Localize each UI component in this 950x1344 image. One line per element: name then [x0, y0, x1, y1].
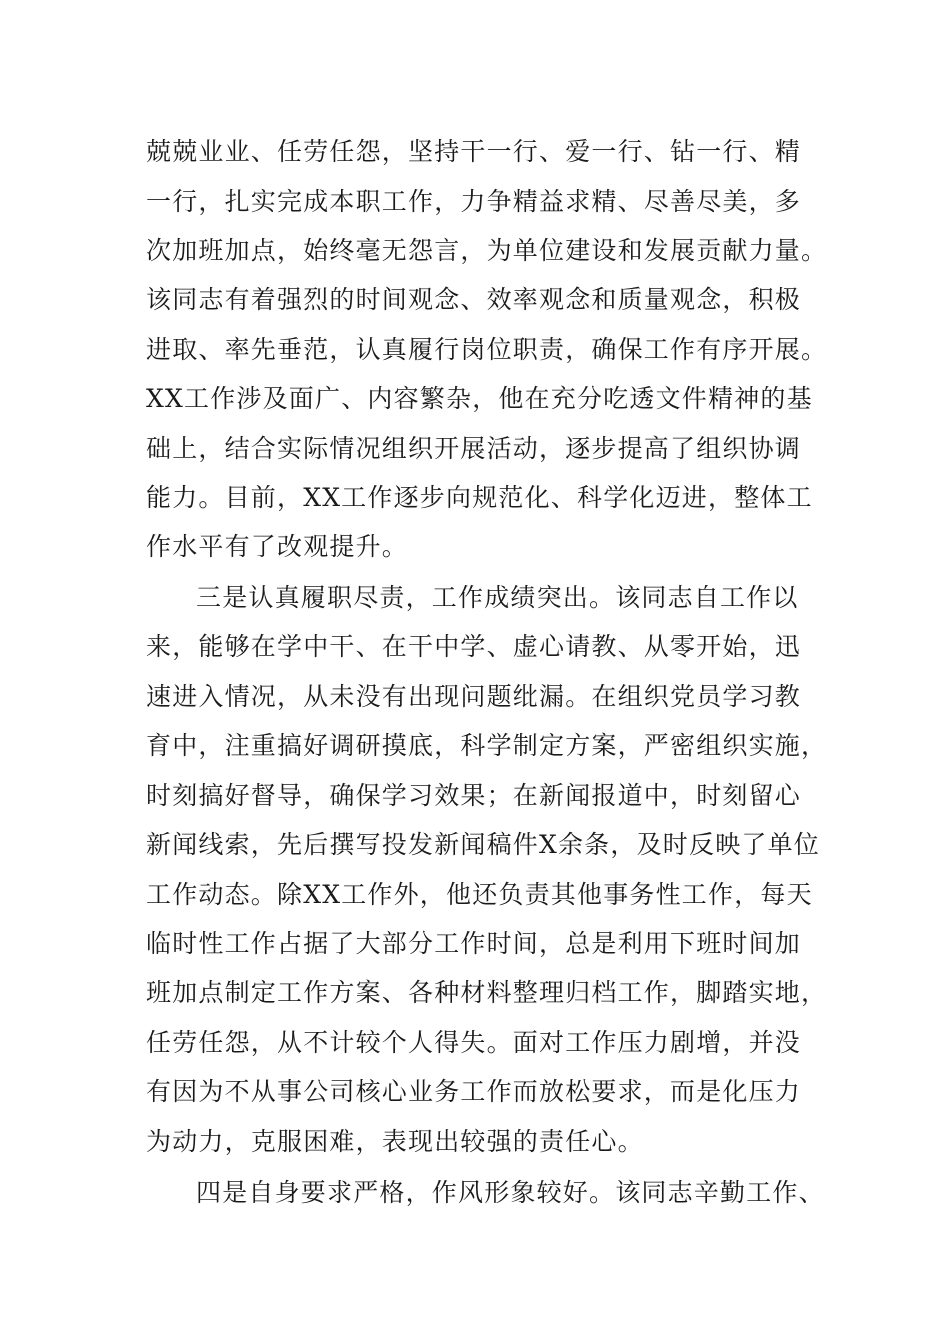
- text-line: 作水平有了改观提升。: [146, 532, 409, 561]
- text-line: 临时性工作占据了大部分工作时间，总是利用下班时间加: [146, 929, 802, 958]
- text-line: 能力。目前，XX工作逐步向规范化、科学化迈进，整体工: [146, 483, 813, 512]
- text-line: XX工作涉及面广、内容繁杂，他在充分吃透文件精神的基: [146, 384, 813, 413]
- text-line: 有因为不从事公司核心业务工作而放松要求，而是化压力: [146, 1077, 802, 1106]
- text-line: 进取、率先垂范，认真履行岗位职责，确保工作有序开展。: [146, 335, 828, 364]
- text-line: 速进入情况，从未没有出现问题纰漏。在组织党员学习教: [146, 682, 802, 711]
- text-line: 任劳任怨，从不计较个人得失。面对工作压力剧增，并没: [146, 1028, 802, 1057]
- paragraph-start-line: 四是自身要求严格，作风形象较好。该同志辛勤工作、: [196, 1178, 825, 1207]
- paragraph-start-line: 三是认真履职尽责，工作成绩突出。该同志自工作以: [196, 583, 799, 612]
- text-line: 来，能够在学中干、在干中学、虚心请教、从零开始，迅: [146, 632, 802, 661]
- text-line: 育中，注重搞好调研摸底，科学制定方案，严密组织实施，: [146, 731, 828, 760]
- text-line: 新闻线索，先后撰写投发新闻稿件X余条，及时反映了单位: [146, 830, 821, 859]
- text-line: 班加点制定工作方案、各种材料整理归档工作，脚踏实地，: [146, 978, 828, 1007]
- text-line: 础上，结合实际情况组织开展活动，逐步提高了组织协调: [146, 434, 802, 463]
- text-line: 时刻搞好督导，确保学习效果；在新闻报道中，时刻留心: [146, 781, 802, 810]
- text-line: 兢兢业业、任劳任怨，坚持干一行、爱一行、钻一行、精: [146, 137, 802, 166]
- text-line: 该同志有着强烈的时间观念、效率观念和质量观念，积极: [146, 285, 802, 314]
- text-line: 次加班加点，始终毫无怨言，为单位建设和发展贡献力量。: [146, 236, 828, 265]
- text-line: 一行，扎实完成本职工作，力争精益求精、尽善尽美，多: [146, 187, 802, 216]
- text-line: 为动力，克服困难，表现出较强的责任心。: [146, 1127, 644, 1156]
- text-line: 工作动态。除XX工作外，他还负责其他事务性工作，每天: [146, 880, 813, 909]
